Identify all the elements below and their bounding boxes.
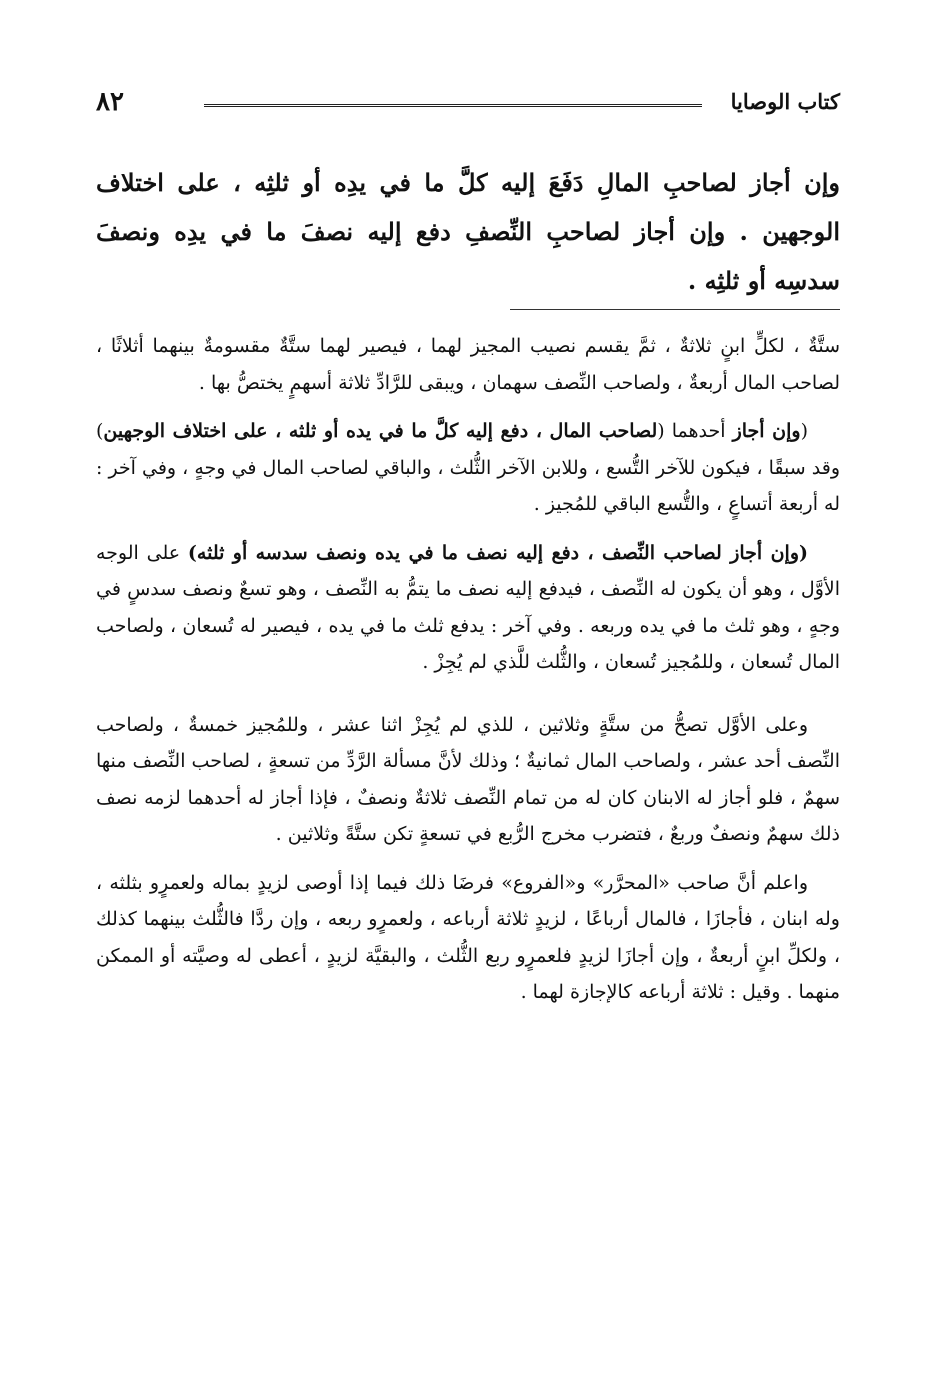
matn-separator-rule	[510, 309, 840, 310]
book-page	[96, 82, 840, 1023]
page-number: ٨٢	[96, 87, 124, 117]
commentary-paragraph-4: وعلى الأوَّل تصحُّ من ستَّةٍ وثلاثين ، للذي لم يُجِزْ اثنا عشر ، وللمُجيز خمسةٌ ، ولصاحب النِّصف أحد عشر ، ولصاحب المال ثمانيةٌ ؛ وذلك لأنَّ مسألة الرَّدِّ من تسعةٍ ، لصاحب النِّصف منها سهمٌ ، فلو أجاز له الابنان كان له من تمام النِّصف ثلاثةٌ ونصفٌ ، فإذا أجاز له أحدهما لزمه نصف ذلك سهمٌ ونصفٌ وربعٌ ، فتضرب مخرج الرُّبع في تسعةٍ تكن ستَّةً وثلاثين .	[96, 713, 840, 845]
running-title: كتاب الوصايا	[730, 89, 840, 114]
commentary-paragraph-3	[96, 535, 840, 681]
commentary-paragraph-2	[96, 413, 840, 523]
commentary-text: ) وقد سبقًا ، فيكون للآخر التُّسع ، وللابن الآخر الثُّلث ، والباقي لصاحب المال في وجهٍ ، وفي آخر : له أربعة أتساعٍ ، والتُّسع الباقي للمُجيز .	[96, 420, 840, 515]
quoted-matn: لصاحب المال ، دفع إليه كلَّ ما في يده أو ثلثه ، على اختلاف الوجهين	[103, 420, 658, 442]
page-header	[96, 82, 840, 122]
commentary-paragraph-1: ستَّةٌ ، لكلٍّ ابنٍ ثلاثةٌ ، ثمَّ يقسم نصيب المجيز لهما ، فيصير لهما ستَّةٌ مقسومةٌ بينهما أثلاثًا ، لصاحب المال أربعةٌ ، ولصاحب النِّصف سهمان ، ويبقى للرَّادِّ ثلاثة أسهمٍ يختصُّ بها .	[96, 335, 840, 394]
commentary-text: أحدهما (	[657, 420, 733, 442]
commentary-text: على الوجه الأوَّل ، وهو أن يكون له النِّصف ، فيدفع إليه نصف ما يتمُّ به النِّصف ، وهو تسعٌ ونصف سدسٍ في وجهٍ ، وهو ثلث ما في يده وربعه . وفي آخر : يدفع ثلث ما في يده ، فيصير له تُسعان ، ولصاحب المال تُسعان ، وللمُجيز تُسعان ، والثُّلث للَّذي لم يُجِزْ .	[96, 541, 840, 673]
header-rule	[204, 104, 702, 107]
quoted-matn: (وإن أجاز لصاحب النِّصف ، دفع إليه نصف ما في يده ونصف سدسه أو ثلثه)	[187, 541, 808, 564]
paren-open: (	[800, 420, 808, 442]
commentary	[96, 328, 840, 1011]
commentary-paragraph-5: واعلم أنَّ صاحب «المحرَّر» و«الفروع» فرضَا ذلك فيما إذا أوصى لزيدٍ بماله ولعمرٍو بثلثه ، وله ابنان ، فأجازَا ، فالمال أرباعًا ، لزيدٍ ثلاثة أرباعه ، ولعمرٍو ربعه ، وإن ردَّا فالثُّلث بينهما كذلك ، ولكلِّ ابنٍ أربعةٌ ، وإن أجازَا لزيدٍ فلعمرٍو ربع الثُّلث ، والبقيَّة لزيدٍ ، أعطى له وصيَّته أو الممكن منهما . وقيل : ثلاثة أرباعه كالإجازة لهما .	[96, 871, 840, 1003]
quoted-matn: وإن أجاز	[732, 420, 801, 442]
matn-text: وإن أجاز لصاحبِ المالِ دَفَعَ إليه كلَّ ما في يدِه أو ثلثِه ، على اختلاف الوجهين . وإن أجاز لصاحبِ النِّصفِ دفع إليه نصفَ ما في يدِه ونصفَ سدسِه أو ثلثِه .	[96, 168, 840, 295]
paragraph-gap	[96, 693, 840, 707]
